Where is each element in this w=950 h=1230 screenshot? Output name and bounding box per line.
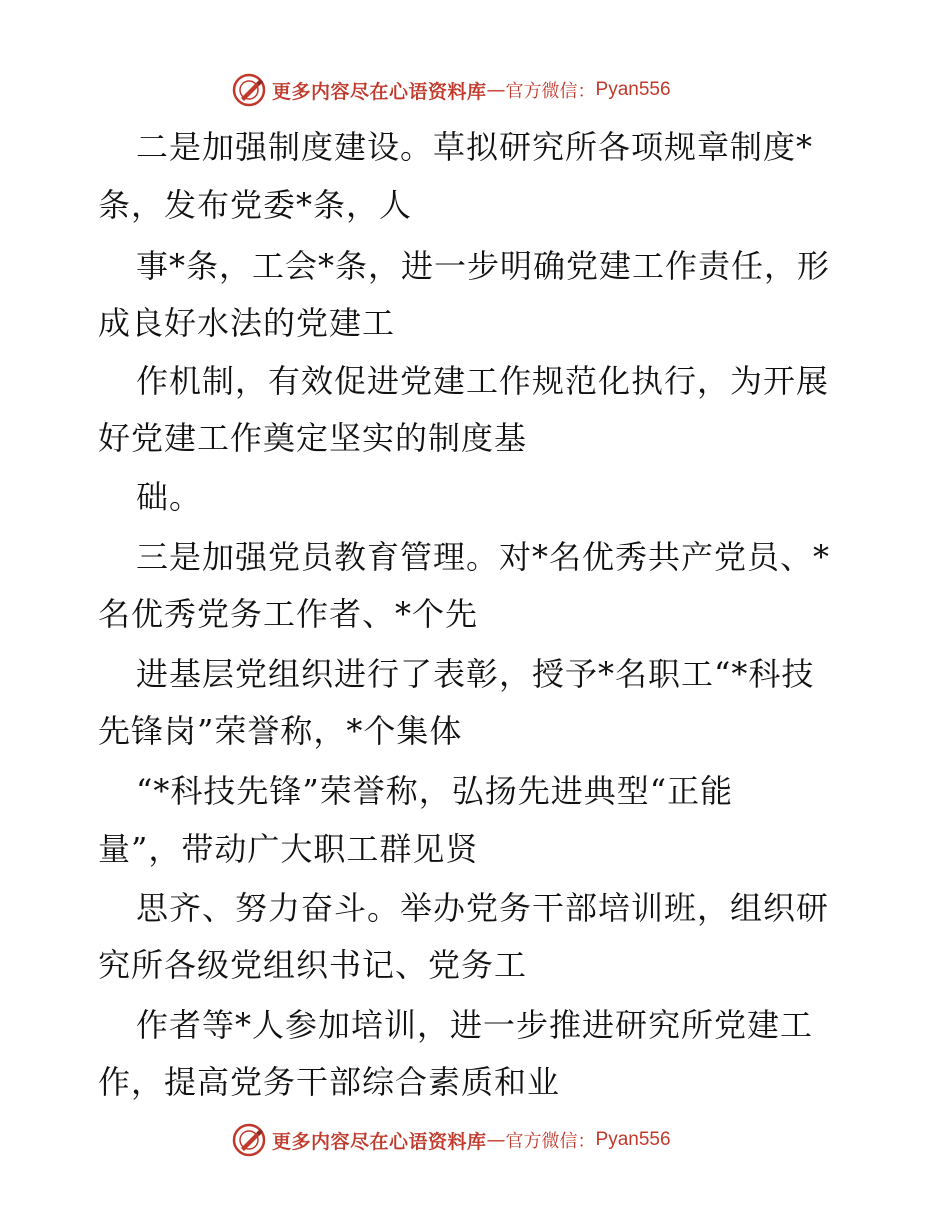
body-line: 二是加强制度建设。草拟研究所各项规章制度*: [136, 128, 814, 166]
body-line: 事*条，工会*条，进一步明确党建工作责任，形: [136, 247, 831, 285]
body-line: 思齐、努力奋斗。举办党务干部培训班，组织研: [136, 889, 830, 927]
body-line: 进基层党组织进行了表彰，授予*名职工“*科技: [136, 655, 815, 693]
watermark-wechat-label: 官方微信：: [505, 81, 596, 102]
watermark-dash: —: [486, 1129, 506, 1151]
watermark-wechat-label: 官方微信：: [505, 1131, 596, 1152]
watermark-wechat-id: Pyan556: [595, 1129, 671, 1150]
body-line: 础。: [136, 478, 203, 516]
pen-nib-logo-icon: [232, 1123, 266, 1157]
body-line: 三是加强党员教育管理。对*名优秀共产党员、*: [136, 538, 831, 576]
body-line: 量”，带动广大职工群见贤: [98, 830, 479, 868]
body-line: 究所各级党组织书记、党务工: [98, 946, 528, 984]
body-line: 作者等*人参加培训，进一步推进研究所党建工: [136, 1006, 814, 1044]
body-line: 名优秀党务工作者、*个先: [98, 595, 479, 633]
body-line: 作机制，有效促进党建工作规范化执行，为开展: [136, 362, 830, 400]
watermark-promo-text: 更多内容尽在心语资料库: [272, 80, 487, 103]
watermark-dash: —: [486, 79, 506, 101]
body-line: 成良好水法的党建工: [98, 304, 396, 342]
body-line: 先锋岗”荣誉称，*个集体: [98, 712, 463, 750]
watermark-banner-bottom: [232, 1122, 671, 1158]
body-line: 条，发布党委*条，人: [98, 186, 413, 224]
body-line: 好党建工作奠定坚实的制度基: [98, 419, 528, 457]
body-line: “*科技先锋”荣誉称，弘扬先进典型“正能: [136, 772, 734, 810]
watermark-promo-text: 更多内容尽在心语资料库: [272, 1130, 487, 1153]
watermark-wechat-id: Pyan556: [595, 79, 671, 100]
body-line: 作，提高党务干部综合素质和业: [98, 1063, 561, 1101]
watermark-banner-top: [232, 72, 671, 108]
pen-nib-logo-icon: [232, 73, 266, 107]
